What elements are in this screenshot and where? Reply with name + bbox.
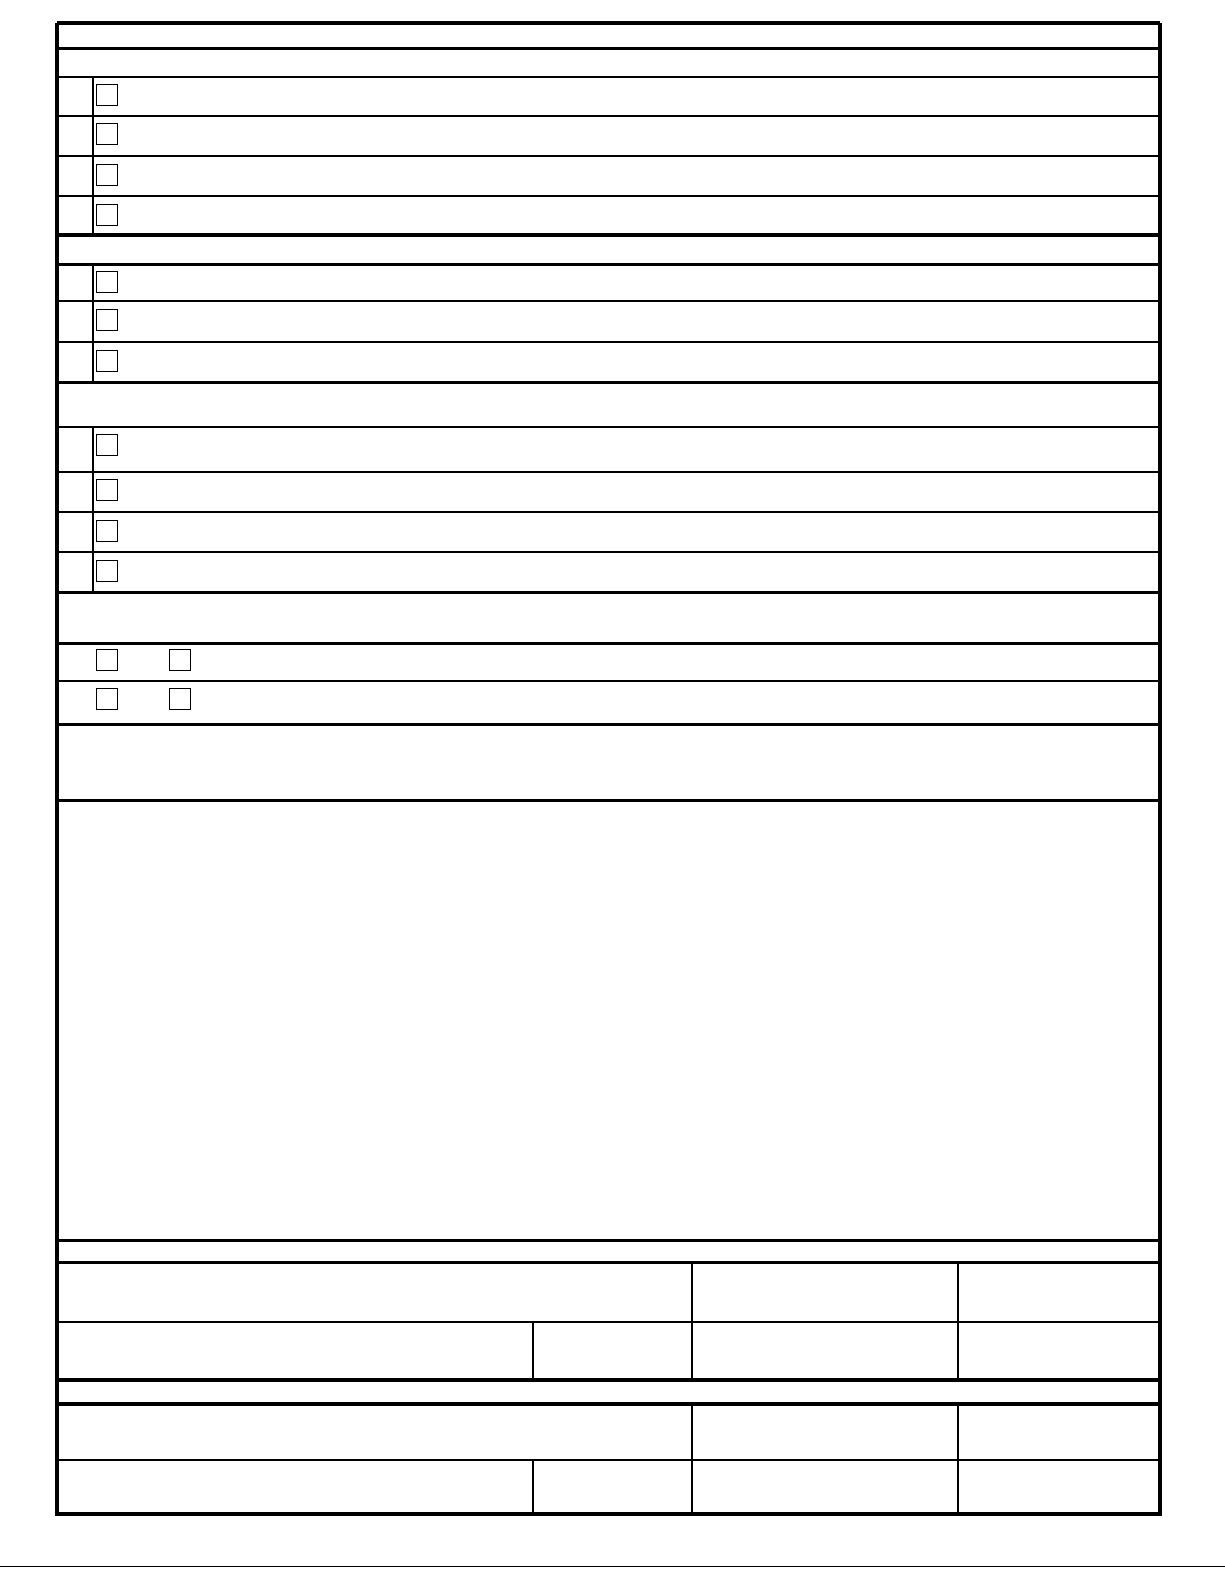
section-2-end	[57, 381, 1160, 384]
signature-block-2-heading-divider	[57, 1402, 1160, 1406]
signature-block-2-row-divider	[57, 1459, 1160, 1461]
frame-bottom-border	[57, 1512, 1160, 1516]
section-3-end	[57, 591, 1160, 594]
signature-block-2-field-3[interactable]	[960, 1407, 1157, 1458]
section-3-checkbox-3[interactable]	[96, 520, 118, 542]
section-2-row-divider-1	[57, 300, 1160, 302]
section-3-column-rule	[92, 427, 94, 592]
signature-block-2-field-5[interactable]	[535, 1462, 690, 1512]
section-3-checkbox-1[interactable]	[96, 434, 118, 456]
section-3-checkbox-4[interactable]	[96, 560, 118, 582]
signature-block-2-column-rule-3	[532, 1460, 534, 1514]
section-1-row-divider-3	[57, 195, 1160, 197]
section-3-checkbox-2[interactable]	[96, 479, 118, 501]
section-1-checkbox-1[interactable]	[96, 84, 118, 106]
signature-block-1-field-5[interactable]	[535, 1324, 690, 1378]
page-footer-rule	[0, 1566, 1225, 1567]
section-2-checkbox-2[interactable]	[96, 309, 118, 331]
frame-top-border	[57, 21, 1160, 25]
signature-block-1-field-3[interactable]	[960, 1265, 1157, 1320]
section-4-row-2-checkbox-b[interactable]	[169, 688, 191, 710]
signature-block-1-row-divider	[57, 1321, 1160, 1323]
signature-block-2-column-rule-1	[691, 1404, 693, 1514]
section-3-row-divider-2	[57, 511, 1160, 513]
signature-block-1-field-7[interactable]	[960, 1324, 1157, 1378]
section-1-row-divider-2	[57, 155, 1160, 157]
section-4-divider	[57, 642, 1160, 645]
signature-block-2-field-1[interactable]	[60, 1407, 690, 1458]
frame-right-border	[1158, 23, 1162, 1516]
signature-block-1-field-6[interactable]	[694, 1324, 956, 1378]
signature-block-2-field-6[interactable]	[694, 1462, 956, 1512]
signature-block-2-field-7[interactable]	[960, 1462, 1157, 1512]
section-3-divider	[57, 426, 1160, 428]
section-2-row-divider-2	[57, 341, 1160, 343]
signature-block-1-field-2[interactable]	[694, 1265, 956, 1320]
section-2-column-rule	[92, 264, 94, 382]
section-3-row-divider-1	[57, 471, 1160, 473]
signature-block-1-end	[57, 1378, 1160, 1382]
section-1-checkbox-4[interactable]	[96, 204, 118, 226]
section-1-row-divider-1	[57, 115, 1160, 117]
section-4-row-divider	[57, 680, 1160, 682]
section-1-end	[57, 233, 1160, 237]
frame-left-border	[55, 23, 59, 1516]
signature-block-2-field-2[interactable]	[694, 1407, 956, 1458]
section-1-checkbox-2[interactable]	[96, 123, 118, 145]
signature-block-1-heading-divider	[57, 1261, 1160, 1264]
signature-block-1-column-rule-2	[957, 1262, 959, 1380]
section-2-checkbox-1[interactable]	[96, 271, 118, 293]
signature-block-2-field-4[interactable]	[60, 1462, 531, 1512]
section-3-row-divider-3	[57, 551, 1160, 553]
signature-block-1-column-rule-3	[532, 1322, 534, 1380]
section-2-checkbox-3[interactable]	[96, 350, 118, 372]
signature-block-1-field-4[interactable]	[60, 1324, 531, 1378]
section-1-divider	[57, 76, 1160, 78]
section-4-row-1-checkbox-b[interactable]	[169, 649, 191, 671]
section-4-row-2-checkbox-a[interactable]	[96, 688, 118, 710]
section-4-end	[57, 723, 1160, 726]
section-1-checkbox-3[interactable]	[96, 164, 118, 186]
signature-block-1-field-1[interactable]	[60, 1265, 690, 1320]
section-2-divider	[57, 263, 1160, 266]
signature-block-2-column-rule-2	[957, 1404, 959, 1514]
signature-block-1-column-rule-1	[691, 1262, 693, 1380]
remarks-end	[57, 1239, 1160, 1242]
remarks-heading-divider	[57, 799, 1160, 802]
remarks-text-area[interactable]	[60, 803, 1157, 1239]
header-divider	[57, 47, 1160, 50]
section-1-column-rule	[92, 77, 94, 235]
section-4-row-1-checkbox-a[interactable]	[96, 649, 118, 671]
